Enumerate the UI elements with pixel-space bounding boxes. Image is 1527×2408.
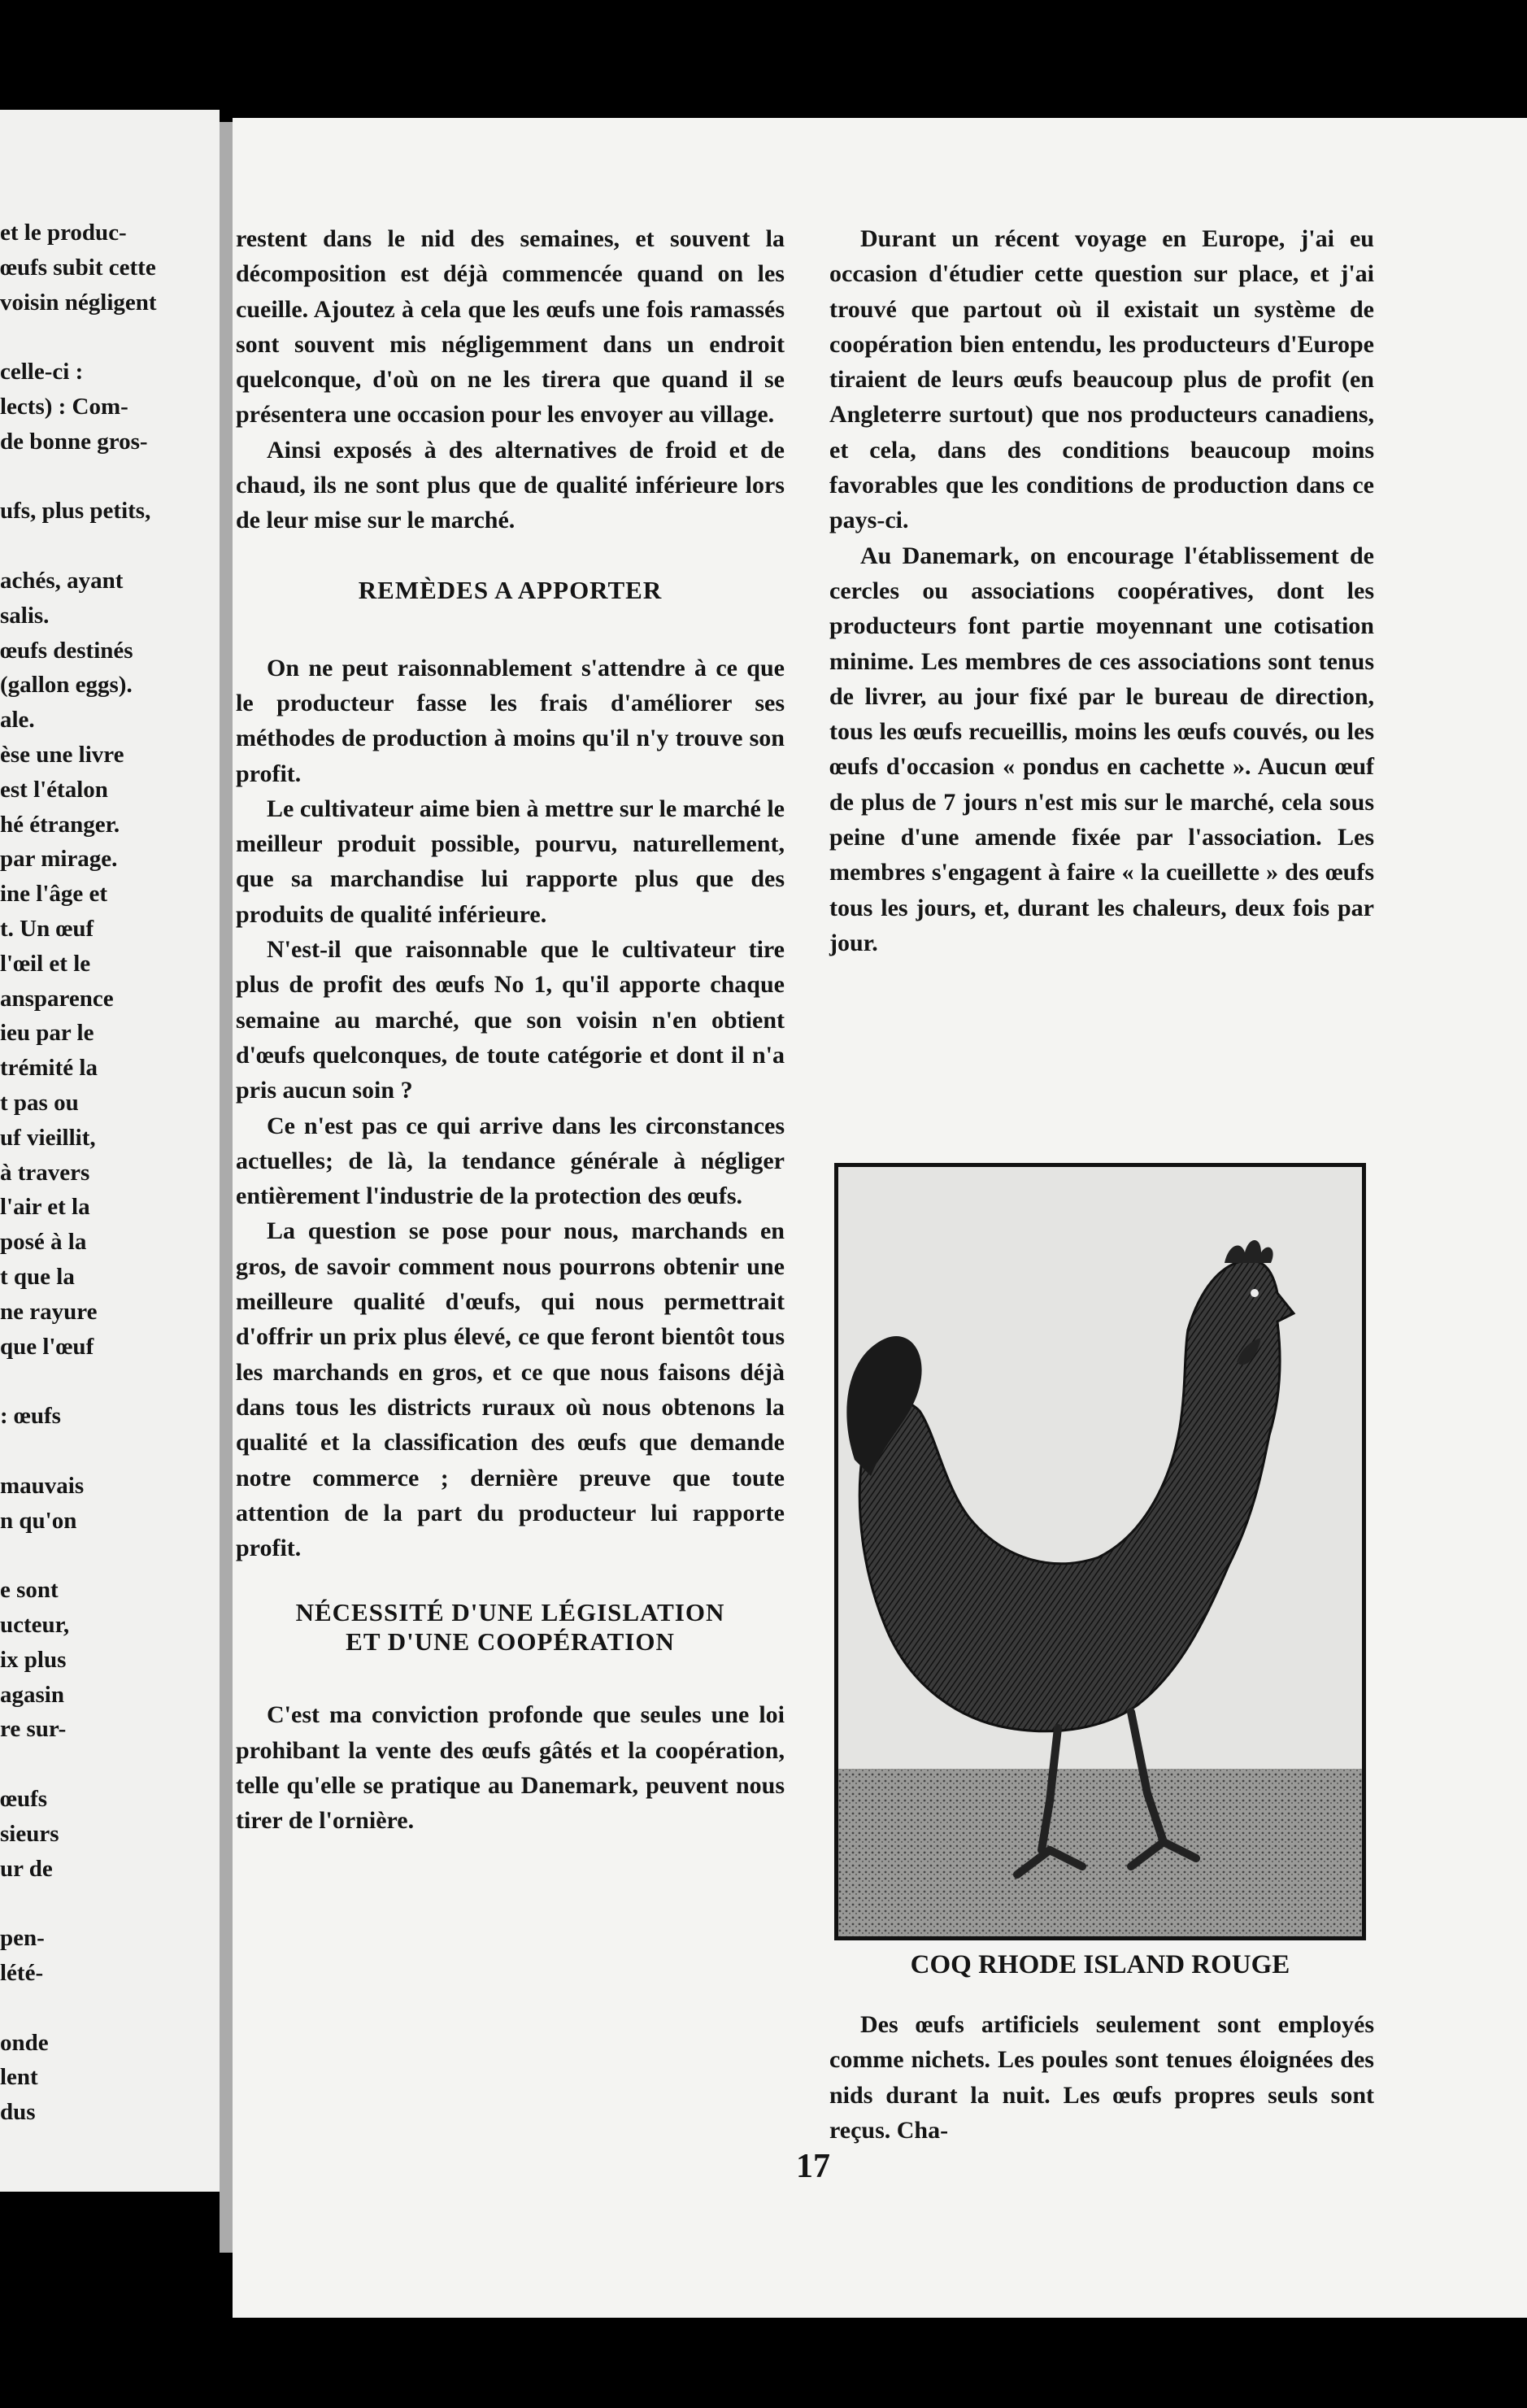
facing-page-line: de bonne gros- — [0, 428, 148, 455]
paragraph: La question se pose pour nous, marchands en gros, de savoir comment nous pourrons obtenir une meilleure qualité d'œufs, qui nous permettrait d'offrir un prix plus élevé, ce que feront bientôt tous les marchands en gros, et ce que nous faisons déjà dans tous les districts ruraux où nous obtenons la qualité et la classification des œufs que demande notre commerce ; dernière preuve que toute attention de la part du producteur lui rapporte profit. — [236, 1217, 785, 1562]
column-left — [236, 221, 785, 1839]
facing-page-line: n qu'on — [0, 1507, 77, 1534]
paragraph: Ce n'est pas ce qui arrive dans les circonstances actuelles; de là, la tendance générale à négliger entièrement l'industrie de la protection des œufs. — [236, 1112, 785, 1210]
page-number: 17 — [796, 2148, 830, 2185]
facing-page-line: œufs subit cette — [0, 254, 156, 281]
facing-page-line: ine l'âge et — [0, 881, 108, 908]
facing-page-line: uf vieillit, — [0, 1124, 96, 1151]
paragraph: On ne peut raisonnablement s'attendre à ce que le producteur fasse les frais d'améliorer ses méthodes de production à moins qu'il n'y trouve son profit. — [236, 654, 785, 787]
facing-page-line: à travers — [0, 1159, 90, 1186]
facing-page-line: lété- — [0, 1960, 44, 1986]
section-heading-cooperation: ET D'UNE COOPÉRATION — [346, 1627, 675, 1657]
facing-page-line: re sur- — [0, 1716, 67, 1743]
paragraph: Ainsi exposés à des alternatives de froid et de chaud, ils ne sont plus que de qualité inférieure lors de leur mise sur le marché. — [236, 436, 785, 534]
facing-page-line: ne rayure — [0, 1298, 98, 1325]
facing-page-line: ucteur, — [0, 1612, 70, 1638]
section-heading-legislation: NÉCESSITÉ D'UNE LÉGISLATION — [295, 1598, 725, 1627]
paragraph: Des œufs artificiels seulement sont employés comme nichets. Les poules sont tenues éloignées des nids durant la nuit. Les œufs propres seuls sont reçus. Cha- — [829, 2011, 1374, 2144]
facing-page-line: ieu par le — [0, 1020, 94, 1047]
facing-page-line: est l'étalon — [0, 776, 108, 803]
column-right-continuation — [829, 2007, 1374, 2148]
facing-page-fragment — [0, 110, 220, 2192]
facing-page-line: ufs, plus petits, — [0, 498, 151, 525]
column-right — [829, 221, 1374, 960]
facing-page-line: t. Un œuf — [0, 916, 94, 942]
paragraph: Durant un récent voyage en Europe, j'ai eu occasion d'étudier cette question sur place, et j'ai trouvé que partout où il existait un système de coopération bien entendu, les producteurs d'Europe tiraient de leurs œufs beaucoup plus de profit (en Angleterre surtout) que nos producteurs canadiens, et cela, dans des conditions beaucoup moins favorables que les conditions de production dans ce pays-ci. — [829, 225, 1374, 534]
figure-caption: COQ RHODE ISLAND ROUGE — [910, 1950, 1290, 1979]
facing-page-line: lent — [0, 2064, 38, 2091]
rooster-illustration — [834, 1163, 1366, 1940]
facing-page-line: œufs destinés — [0, 637, 133, 664]
book-gutter — [220, 122, 233, 2253]
facing-page-line: l'œil et le — [0, 950, 91, 977]
paragraph: restent dans le nid des semaines, et souvent la décomposition est déjà commencée quand on les cueille. Ajoutez à cela que les œufs une fois ramassés sont souvent mis négligemment dans un endroit quelconque, d'où on ne les tirera que quand il se présentera une occasion pour les envoyer au village. — [236, 225, 785, 429]
paragraph: N'est-il que raisonnable que le cultivateur tire plus de profit des œufs No 1, qu'il apporte chaque semaine au marché, que son voisin n'en obtient d'œufs quelconques, de toute catégorie et dont il n'a pris aucun soin ? — [236, 936, 785, 1104]
facing-page-line: trémité la — [0, 1055, 98, 1082]
facing-page-line: par mirage. — [0, 846, 118, 873]
facing-page-line: hé étranger. — [0, 811, 120, 838]
facing-page-line: sieurs — [0, 1820, 59, 1847]
facing-page-line: celle-ci : — [0, 359, 84, 385]
paragraph: Au Danemark, on encourage l'établissement de cercles ou associations coopératives, dont les producteurs font partie moyennant une cotisation minime. Les membres de ces associations sont tenus de livrer, au jour fixé par le bureau de direction, tous les œufs recueillis, moins les œufs couvés, ou les œufs d'occasion « pondus en cachette ». Aucun œuf de plus de 7 jours n'est mis sur le marché, cela sous peine d'une amende fixée par l'association. Les membres s'engagent à faire « la cueillette » des œufs tous les jours, et, durant les chaleurs, deux fois par jour. — [829, 542, 1374, 956]
facing-page-line: achés, ayant — [0, 568, 124, 594]
facing-page-line: et le produc- — [0, 220, 127, 246]
paragraph: Le cultivateur aime bien à mettre sur le marché le meilleur produit possible, pourvu, naturellement, que sa marchandise lui rapporte plus que des produits de qualité inférieure. — [236, 795, 785, 928]
facing-page-line: e sont — [0, 1577, 59, 1604]
facing-page-line: lects) : Com- — [0, 394, 128, 420]
facing-page-line: salis. — [0, 602, 50, 629]
facing-page-line: onde — [0, 2029, 49, 2056]
facing-page-line: voisin négligent — [0, 289, 157, 316]
paragraph: C'est ma conviction profonde que seules une loi prohibant la vente des œufs gâtés et la coopération, telle qu'elle se pratique au Danemark, peuvent nous tirer de l'ornière. — [236, 1701, 785, 1835]
facing-page-line: ix plus — [0, 1646, 67, 1673]
facing-page-line: agasin — [0, 1681, 64, 1708]
facing-page-line: : œufs — [0, 1403, 61, 1430]
facing-page-line: l'air et la — [0, 1194, 90, 1221]
facing-page-line: posé à la — [0, 1229, 87, 1256]
facing-page-line: ur de — [0, 1855, 53, 1882]
facing-page-line: pen- — [0, 1925, 45, 1952]
section-heading-remedies: REMÈDES A APPORTER — [358, 575, 663, 604]
facing-page-line: (gallon eggs). — [0, 672, 133, 699]
facing-page-line: t pas ou — [0, 1090, 79, 1116]
facing-page-line: que l'œuf — [0, 1333, 94, 1360]
facing-page-line: mauvais — [0, 1472, 85, 1499]
facing-page-line: dus — [0, 2099, 36, 2126]
facing-page-line: œufs — [0, 1786, 48, 1812]
facing-page-line: ansparence — [0, 985, 114, 1012]
facing-page-line: èse une livre — [0, 742, 124, 768]
facing-page-line: t que la — [0, 1264, 75, 1290]
facing-page-line: ale. — [0, 707, 35, 734]
